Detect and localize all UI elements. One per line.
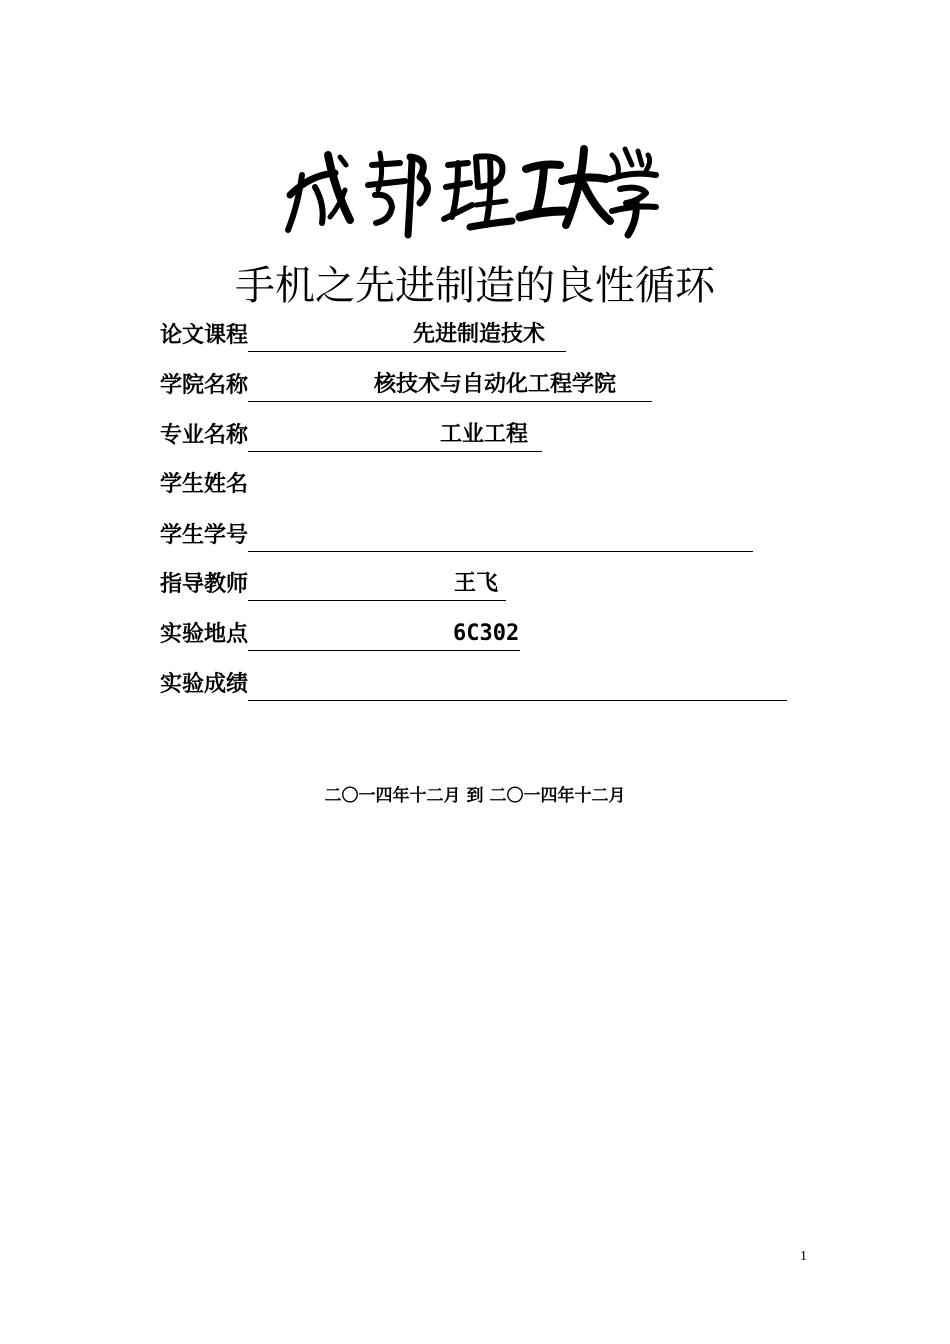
college-label: 学院名称 bbox=[160, 373, 249, 398]
page-number: 1 bbox=[800, 1249, 807, 1264]
date-start: 二〇一四年十二月 bbox=[324, 786, 461, 806]
course-value: 先进制造技术 bbox=[413, 322, 546, 347]
student-id-field bbox=[160, 520, 753, 552]
lab-location-label: 实验地点 bbox=[160, 622, 249, 647]
document-title: 手机之先进制造的良性循环 bbox=[235, 263, 715, 309]
student-id-underline bbox=[248, 520, 753, 552]
major-value: 工业工程 bbox=[440, 422, 529, 447]
major-field bbox=[160, 420, 542, 452]
college-field bbox=[160, 370, 652, 402]
college-value: 核技术与自动化工程学院 bbox=[374, 372, 617, 397]
advisor-label: 指导教师 bbox=[160, 572, 249, 597]
lab-grade-field bbox=[160, 669, 787, 701]
calligraphy-logo-image bbox=[280, 135, 660, 245]
student-id-label: 学生学号 bbox=[160, 523, 249, 548]
major-underline bbox=[248, 420, 542, 452]
lab-grade-underline bbox=[248, 669, 787, 701]
advisor-underline bbox=[248, 569, 506, 601]
advisor-field bbox=[160, 569, 506, 601]
lab-grade-label: 实验成绩 bbox=[160, 672, 249, 697]
lab-location-value: 6C302 bbox=[453, 621, 520, 646]
student-name-field bbox=[160, 469, 248, 501]
date-end: 二〇一四年十二月 bbox=[489, 786, 626, 806]
lab-location-field bbox=[160, 619, 520, 651]
date-range bbox=[0, 784, 950, 808]
university-calligraphy-logo bbox=[280, 135, 660, 245]
course-underline bbox=[248, 320, 566, 352]
lab-location-underline bbox=[248, 619, 520, 651]
advisor-value: 王飞 bbox=[454, 571, 499, 596]
course-field bbox=[160, 320, 566, 352]
course-label: 论文课程 bbox=[160, 323, 249, 348]
date-separator: 到 bbox=[466, 786, 484, 806]
college-underline bbox=[248, 370, 652, 402]
major-label: 专业名称 bbox=[160, 423, 249, 448]
student-name-label: 学生姓名 bbox=[160, 472, 249, 497]
